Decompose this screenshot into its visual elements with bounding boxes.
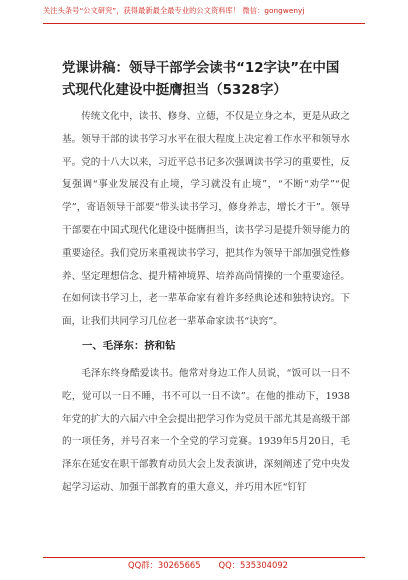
document-title: 党课讲稿：领导干部学会读书“12字诀”在中国式现代化建设中挺膺担当（5328字）: [62, 61, 340, 98]
header-divider: [43, 23, 365, 24]
section-paragraph: 毛泽东终身酷爱读书。他常对身边工作人员说，“饭可以一日不吃，觉可以一日不睡，书不可以一日不读”。在他的推动下，1938年党的扩大的六届六中全会提出把学习作为党员干部尤其是高级干部的一项任务，并号召来一个全党的学习竞赛。1939年5月20日，毛泽东在延安在职干部教育动员大会上发表演讲，深刻阐述了党中央发起学习运动、加强干部教育的重大意义，并巧用木匠“钉钉: [62, 368, 350, 493]
footer-divider: [43, 557, 365, 558]
intro-paragraph: 传统文化中，读书、修身、立德，不仅是立身之本，更是从政之基。领导干部的读书学习水平在很大程度上决定着工作水平和领导水平。党的十八大以来，习近平总书记多次强调读书学习的重要性，反复强调“事业发展没有止境，学习就没有止境”，“不断“劝学”“促学”，寄语领导干部要“带头读书学习，修身养志，增长才干”。领导干部要在中国式现代化建设中挺膺担当，读书学习是提升领导能力的重要途径。我们党历来重视读书学习，把其作为领导干部加强党性修养、坚定理想信念、提升精神境界、培养高尚情操的一个重要途径。在如何读书学习上，老一辈革命家有着许多经典论述和独特诀窍。下面，让我们共同学习几位老一辈革命家读书“诀窍”。: [62, 111, 350, 328]
footer-qq: QQ：535304092: [218, 560, 288, 570]
header-banner: 关注头条号“公文研究”，获得最新最全最专业的公文资料库！ 微信：gongwenyj: [43, 6, 305, 15]
footer-qq-group: QQ群：30265665: [128, 560, 201, 570]
footer-contacts: [128, 559, 288, 571]
section-heading: 一、毛泽东：挤和钻: [82, 340, 176, 352]
